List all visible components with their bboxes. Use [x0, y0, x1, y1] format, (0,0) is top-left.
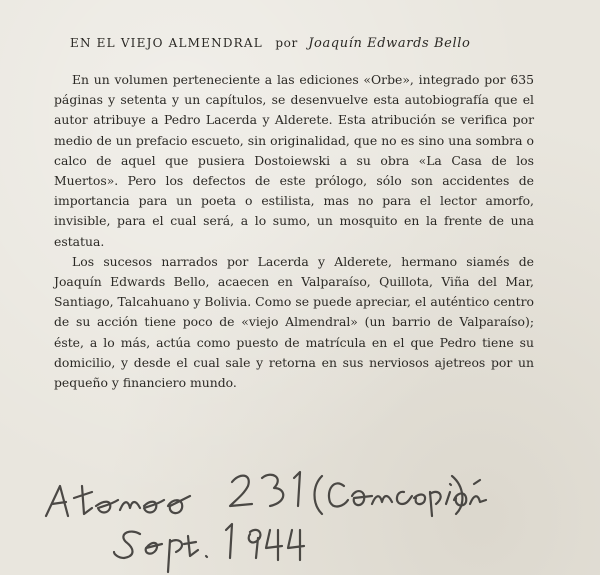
heading-title: EN EL VIEJO ALMENDRAL [70, 36, 263, 50]
article-body [54, 70, 534, 393]
paragraph-2: Los sucesos narrados por Lacerda y Alderete, hermano siamés de Joaquín Edwards Bello, acaecen en Valparaíso, Quillota, Viña del Mar, Santiago, Talcahuano y Bolivia. Como se puede apreciar, el auténtico centro de su acción tiene poco de «viejo Almendral» (un barrio de Valparaíso); éste, a lo más, actúa como puesto de matrícula en el que Pedro tiene su domicilio, y desde el cual sale y retorna en sus nerviosos ajetreos por un pequeño y financiero mundo. [54, 253, 534, 391]
article-heading [70, 36, 550, 51]
heading-by: por [275, 36, 298, 50]
paragraph-1: En un volumen perteneciente a las ediciones «Orbe», integrado por 635 páginas y setenta y un capítulos, se desenvuelve esta autobiografía que el autor atribuye a Pedro Lacerda y Alderete. Esta atribución se verifica por medio de un prefacio escueto, sin originalidad, que no es sino una sombra o calco de aquel que pusiera Dostoiewski a su obra «La Casa de los Muertos». Pero los defectos de este prólogo, sólo son accidentes de importancia para un poeta o estilista, mas no para el lector amorfo, invisible, para el cual será, a lo sumo, un mosquito en la frente de una estatua. [54, 72, 534, 249]
heading-author: Joaquín Edwards Bello [308, 36, 471, 51]
